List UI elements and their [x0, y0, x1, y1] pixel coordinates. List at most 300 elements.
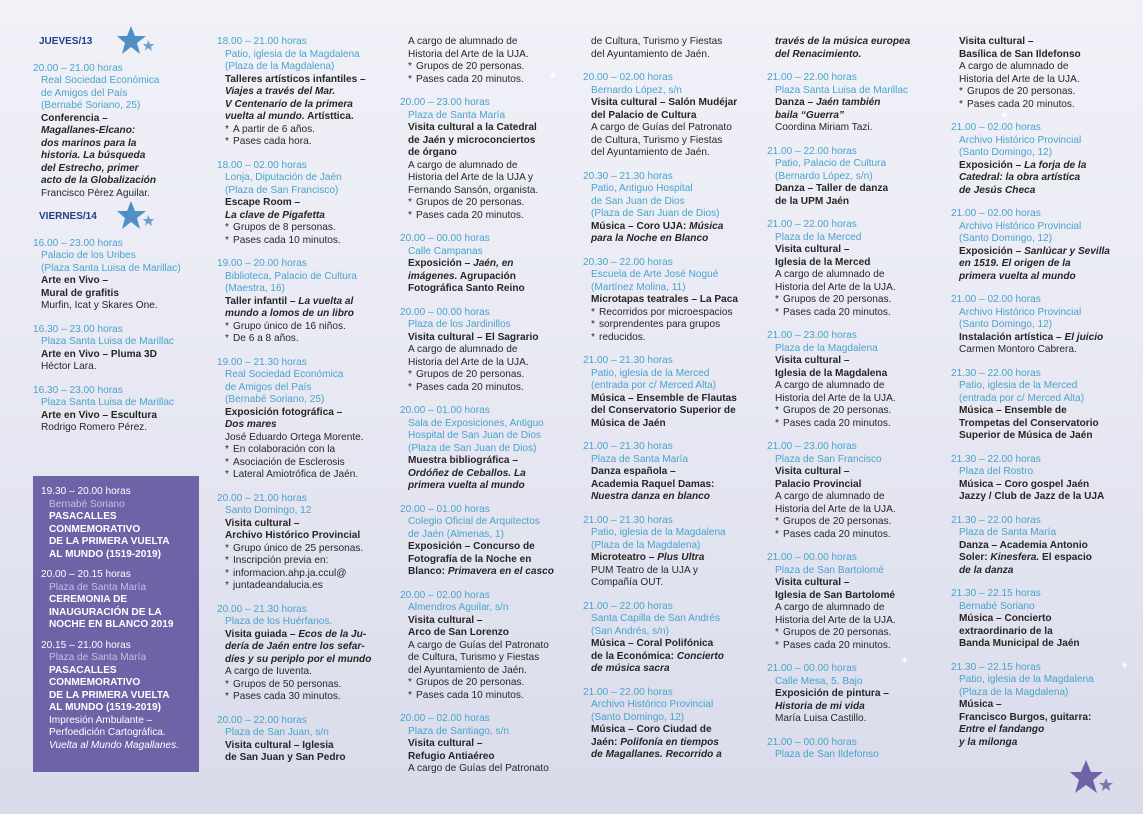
event-note: * Pases cada 20 minutos. — [767, 529, 939, 542]
event-title: Exposición fotográfica – — [225, 406, 343, 418]
event-time: 20.00 – 01.00 horas — [400, 405, 490, 416]
highlight-event — [41, 640, 193, 753]
event-note: * A partir de 6 años. — [217, 124, 383, 137]
event-time: 21.30 – 22.00 horas — [951, 514, 1041, 526]
event-venue: Archivo Histórico Provincial — [959, 134, 1082, 146]
event-description: Historia del Arte de la UJA. — [775, 281, 896, 293]
event-title: Talleres artísticos infantiles – — [225, 73, 366, 85]
event-item — [951, 122, 1131, 197]
event-description: A cargo de Iuventa. — [225, 666, 312, 677]
event-note: * Grupos de 20 personas. — [400, 369, 570, 382]
event-venue: Bernabé Soriano — [49, 498, 125, 510]
event-description: del Ayuntamiento de Jaén. — [408, 664, 527, 676]
event-description: Compañía OUT. — [591, 577, 664, 588]
event-venue: Plaza de los Huérfanos. — [225, 616, 333, 627]
event-note: * Pases cada 20 minutos. — [400, 210, 570, 223]
event-description: A cargo de alumnado de — [775, 602, 885, 613]
event-note: * Grupos de 20 personas. — [767, 294, 939, 307]
event-title: Dos mares — [225, 419, 277, 430]
event-venue: (Plaza de San Juan de Dios) — [591, 208, 720, 219]
event-time: 20.00 – 00.00 horas — [400, 233, 490, 244]
event-title: de la Económica: Concierto — [591, 650, 724, 662]
event-venue: Real Sociedad Económica — [41, 75, 160, 86]
event-venue: (San Andrés, s/n) — [591, 625, 669, 637]
event-item — [951, 454, 1131, 504]
event-item — [767, 146, 939, 209]
event-title: de Jaén y microconciertos — [408, 134, 536, 146]
event-time: 21.00 – 02.00 horas — [951, 208, 1041, 219]
event-venue: Patio, Antiguo Hospital — [591, 183, 693, 194]
event-venue: Santo Domingo, 12 — [225, 505, 312, 516]
event-time: 21.00 – 21.30 horas — [583, 514, 673, 526]
event-title: Fotográfica Santo Reino — [408, 283, 525, 294]
event-time: 18.00 – 21.00 horas — [217, 36, 307, 47]
event-title: de música sacra — [591, 663, 670, 674]
event-title: AL MUNDO (1519-2019) — [49, 548, 162, 560]
column-6 — [951, 36, 1131, 760]
event-item — [583, 72, 753, 160]
event-time: 20.15 – 21.00 horas — [41, 639, 131, 651]
event-title: Danza – Taller de danza — [775, 183, 889, 194]
event-venue: Lonja, Diputación de Jaén — [225, 172, 342, 183]
event-title: Exposición – Sanlúcar y Sevilla — [959, 245, 1110, 257]
event-item — [217, 604, 383, 704]
event-description: Historia del Arte de la UJA. — [959, 73, 1080, 85]
event-description: Murfin, Icat y Skares One. — [41, 300, 158, 311]
event-note: * Pases cada 20 minutos. — [400, 74, 570, 87]
event-venue: Palacio de los Uribes — [41, 250, 136, 261]
event-note: * Grupos de 20 personas. — [767, 627, 939, 640]
event-list — [217, 36, 383, 765]
event-item — [951, 588, 1131, 651]
event-item — [583, 687, 753, 762]
event-item — [33, 63, 201, 201]
event-description: Fernando Sansón, organista. — [408, 184, 539, 196]
event-note: * sorprendentes para grupos — [583, 319, 753, 332]
event-title: Refugio Antiaéreo — [408, 750, 495, 762]
event-title: V Centenario de la primera — [225, 98, 353, 110]
event-description: Vuelta al Mundo Magallanes. — [49, 739, 179, 751]
event-venue: (Santo Domingo, 12) — [959, 147, 1053, 158]
day-heading-thursday: JUEVES/13 — [39, 36, 201, 49]
event-venue: (Martínez Molina, 11) — [591, 281, 686, 293]
event-time: 19.00 – 20.00 horas — [217, 258, 307, 269]
event-note: * Pases cada 20 minutos. — [767, 307, 939, 320]
event-venue: Plaza de Santa María — [49, 652, 147, 663]
event-title: Academia Raquel Damas: — [591, 478, 715, 490]
event-title: de San Juan y San Pedro — [225, 752, 346, 763]
event-title: Música – Coro Ciudad de — [591, 724, 712, 735]
event-time: 21.00 – 02.00 horas — [951, 122, 1041, 133]
event-title: de la UPM Jaén — [775, 195, 850, 207]
event-title: Entre el fandango — [959, 724, 1045, 735]
highlight-box — [33, 476, 199, 772]
event-item — [583, 36, 753, 61]
event-description: Historia del Arte de la UJA. — [775, 614, 896, 626]
event-note: * De 6 a 8 años. — [217, 333, 383, 346]
event-venue: Bernardo López, s/n — [591, 84, 682, 96]
event-title: Francisco Burgos, guitarra: — [959, 711, 1092, 723]
event-time: 21.00 – 02.00 horas — [951, 294, 1041, 305]
event-time: 21.00 – 21.30 horas — [583, 355, 673, 366]
event-time: 21.00 – 22.00 horas — [583, 600, 673, 612]
event-venue: Colegio Oficial de Arquitectos — [408, 516, 540, 527]
event-description: A cargo de alumnado de — [775, 491, 885, 502]
event-title: Catedral: la obra artística — [959, 172, 1081, 183]
event-title: en 1519. El origen de la — [959, 258, 1071, 269]
event-title: mundo a lomos de un libro — [225, 308, 354, 319]
event-item — [767, 441, 939, 541]
event-venue: Escuela de Arte José Nogué — [591, 269, 719, 280]
event-description: Historia del Arte de la UJA. — [775, 392, 896, 404]
event-note: * Grupos de 8 personas. — [217, 222, 383, 235]
event-note: * Grupos de 50 personas. — [217, 679, 383, 692]
event-time: 21.00 – 23.00 horas — [767, 330, 857, 341]
day-heading-friday — [39, 211, 201, 224]
event-note: * Recorridos por microespacios — [583, 307, 753, 320]
event-title: Iglesia de la Merced — [775, 256, 871, 268]
event-time: 19.00 – 21.30 horas — [217, 356, 307, 368]
event-description: Historia del Arte de la UJA. — [408, 356, 529, 368]
event-description: del Ayuntamiento de Jaén. — [591, 147, 710, 158]
event-list — [400, 36, 570, 776]
event-title: PASACALLES — [49, 511, 117, 522]
event-item — [951, 294, 1131, 357]
event-time: 20.00 – 01.00 horas — [400, 503, 490, 515]
event-item — [400, 590, 570, 703]
event-title: acto de la Globalización — [41, 175, 156, 186]
event-time: 20.00 – 21.00 horas — [33, 62, 123, 74]
event-title: primera vuelta al mundo — [959, 270, 1076, 282]
event-item — [217, 258, 383, 346]
event-description: Historia del Arte de la UJA. — [408, 48, 529, 60]
event-note: * reducidos. — [583, 332, 753, 345]
event-time: 21.30 – 22.00 horas — [951, 453, 1041, 465]
highlight-event — [41, 569, 193, 632]
event-title: Trompetas del Conservatorio — [959, 417, 1099, 429]
event-venue: (Maestra, 16) — [225, 283, 286, 294]
event-time: 21.00 – 22.00 horas — [767, 72, 857, 83]
column-1 — [33, 36, 201, 446]
event-title: Visita cultural – — [775, 355, 850, 366]
event-venue: Sala de Exposiciones, Antiguo — [408, 417, 544, 429]
event-venue: Almendros Aguilar, s/n — [408, 602, 509, 613]
event-venue: (Plaza de la Magdalena) — [959, 686, 1069, 698]
event-title: Música – Coro UJA: Música — [591, 220, 724, 232]
event-title: Archivo Histórico Provincial — [225, 530, 361, 541]
star-icon — [117, 24, 157, 58]
event-time: 20.00 – 20.15 horas — [41, 569, 131, 580]
event-item — [33, 324, 201, 374]
event-venue: (Santo Domingo, 12) — [959, 233, 1053, 244]
event-title: Música de Jaén — [591, 417, 666, 429]
event-note: * Grupo único de 16 niños. — [217, 321, 383, 334]
event-description: Héctor Lara. — [41, 361, 97, 372]
event-time: 21.00 – 00.00 horas — [767, 663, 857, 674]
event-item — [767, 330, 939, 430]
event-item — [951, 515, 1131, 578]
event-title: de la danza — [959, 564, 1014, 576]
event-time: 20.00 – 23.00 horas — [400, 97, 490, 108]
event-venue: Patio, iglesia de la Magdalena — [225, 48, 360, 60]
event-item — [583, 257, 753, 345]
event-title: Visita cultural – — [959, 36, 1034, 47]
event-title: AL MUNDO (1519-2019) — [49, 702, 162, 713]
event-description: PUM Teatro de la UJA y — [591, 564, 698, 576]
event-time: 16.30 – 23.00 horas — [33, 323, 123, 335]
event-title: Jaén: Polifonía en tiempos — [591, 736, 719, 748]
event-venue: Archivo Histórico Provincial — [959, 220, 1082, 232]
event-time: 20.00 – 02.00 horas — [583, 72, 673, 83]
event-venue: Calle Mesa, 5. Bajo — [775, 675, 863, 687]
event-venue: Plaza de San Ildefonso — [775, 749, 879, 760]
event-venue: Calle Campanas — [408, 245, 483, 257]
event-title: Visita cultural – — [225, 517, 300, 529]
event-time: 20.30 – 21.30 horas — [583, 170, 673, 182]
event-note: * Pases cada 20 minutos. — [767, 640, 939, 653]
event-title: dería de Jaén entre los sefar- — [225, 641, 365, 652]
event-title: Historia de mi vida — [775, 700, 865, 712]
event-title: dos marinos para la — [41, 137, 137, 149]
event-title: Música – Ensemble de — [959, 405, 1067, 416]
event-time: 20.00 – 21.30 horas — [217, 603, 307, 615]
event-title: de órgano — [408, 147, 457, 158]
event-note: * Pases cada 20 minutos. — [767, 418, 939, 431]
event-title: Iglesia de la Magdalena — [775, 367, 888, 379]
event-item — [767, 552, 939, 652]
event-item — [951, 36, 1131, 111]
event-item — [583, 515, 753, 590]
event-title: Danza – Jaén también — [775, 97, 881, 108]
event-item — [217, 36, 383, 149]
event-title: Arte en Vivo – Pluma 3D — [41, 348, 157, 360]
event-venue: (Plaza de San Francisco) — [225, 184, 339, 196]
sparkle-icon: ✦ — [1000, 110, 1010, 122]
event-item — [767, 72, 939, 135]
event-venue: de Amigos del País — [225, 381, 312, 393]
event-description: Historia del Arte de la UJA y — [408, 172, 534, 183]
event-title: del Estrecho, primer — [41, 162, 139, 174]
event-title: Iglesia de San Bartolomé — [775, 589, 896, 601]
event-venue: (entrada por c/ Merced Alta) — [959, 392, 1085, 404]
event-list — [951, 36, 1131, 749]
event-item — [400, 713, 570, 776]
event-time: 18.00 – 02.00 horas — [217, 159, 307, 171]
event-venue: de Jaén (Almenas, 1) — [408, 528, 504, 540]
event-title: Visita cultural – El Sagrario — [408, 331, 539, 343]
event-description: A cargo de alumnado de — [408, 159, 518, 171]
event-title: para la Noche en Blanco — [591, 233, 709, 244]
event-note: * Grupos de 20 personas. — [400, 197, 570, 210]
event-venue: (Bernabé Soriano, 25) — [225, 394, 325, 405]
event-venue: de Amigos del País — [41, 87, 128, 99]
event-title: Exposición de pintura – — [775, 688, 889, 699]
event-item — [400, 405, 570, 493]
event-venue: Plaza de Santa María — [591, 453, 689, 465]
event-time: 21.30 – 22.15 horas — [951, 588, 1041, 599]
event-description: A cargo de Guías del Patronato — [408, 763, 549, 774]
event-title: Visita cultural – — [408, 738, 483, 749]
event-title: Música – — [959, 699, 1002, 710]
event-title: Mural de grafitis — [41, 287, 119, 299]
event-item — [400, 307, 570, 395]
event-item — [951, 368, 1131, 443]
event-time: 21.30 – 22.15 horas — [951, 661, 1041, 673]
event-description: de Cultura, Turismo y Fiestas — [591, 134, 723, 146]
event-venue: Archivo Histórico Provincial — [591, 699, 714, 710]
event-venue: Patio, iglesia de la Merced — [959, 380, 1078, 391]
event-item — [767, 36, 939, 61]
event-title: Conferencia – — [41, 112, 108, 124]
event-title: Viajes a través del Mar. — [225, 86, 336, 97]
highlight-event — [41, 486, 193, 561]
event-title: Exposición – Jaén, en — [408, 258, 514, 269]
event-list — [33, 63, 201, 435]
event-note: * Pases cada 10 minutos. — [400, 690, 570, 703]
event-venue: Patio, Palacio de Cultura — [775, 158, 887, 169]
event-note: * juntadeandalucia.es — [217, 580, 383, 593]
event-item — [400, 233, 570, 296]
event-venue: Plaza de Santa María — [408, 109, 506, 121]
event-item — [217, 160, 383, 248]
event-note: * Pases cada 10 minutos. — [217, 235, 383, 248]
event-title: Visita cultural – — [775, 244, 850, 255]
event-venue: (entrada por c/ Merced Alta) — [591, 380, 717, 391]
event-title: Basílica de San Ildefonso — [959, 48, 1081, 60]
event-item — [767, 737, 939, 762]
event-venue: Plaza de Santa María — [49, 581, 147, 593]
event-time: 21.30 – 22.00 horas — [951, 367, 1041, 379]
event-item — [583, 355, 753, 430]
event-title: Fotografía de la Noche en — [408, 553, 532, 565]
event-list — [767, 36, 939, 762]
event-item — [583, 171, 753, 246]
event-venue: (Plaza de San Juan de Dios) — [408, 442, 537, 454]
event-title: extraordinario de la — [959, 625, 1053, 637]
event-title: del Palacio de Cultura — [591, 109, 697, 121]
event-venue: (Bernabé Soriano, 25) — [41, 100, 141, 111]
event-time: 21.00 – 00.00 horas — [767, 736, 857, 748]
event-title: Microtapas teatrales – La Paca — [591, 294, 738, 305]
event-description: Impresión Ambulante – — [49, 714, 153, 726]
event-note: * Grupos de 20 personas. — [951, 86, 1131, 99]
event-title: Instalación artística – El juicio — [959, 331, 1104, 343]
event-title: DE LA PRIMERA VUELTA — [49, 689, 170, 701]
event-item — [583, 601, 753, 676]
event-description: A cargo de alumnado de — [775, 380, 885, 391]
event-note: * Inscripción previa en: — [217, 555, 383, 568]
event-title: y la milonga — [959, 736, 1018, 748]
event-venue: Plaza de los Jardinillos — [408, 319, 511, 330]
event-title: CONMEMORATIVO — [49, 677, 141, 688]
event-item — [217, 715, 383, 765]
event-venue: Plaza Santa Luisa de Marillac — [41, 397, 174, 408]
column-5 — [767, 36, 939, 773]
event-item — [217, 357, 383, 482]
event-description: Coordina Miriam Tazi. — [775, 122, 873, 133]
event-venue: (Bernardo López, s/n) — [775, 170, 873, 182]
event-time: 21.00 – 00.00 horas — [767, 552, 857, 563]
event-note: * Pases cada 20 minutos. — [400, 382, 570, 395]
event-note: * informacion.ahp.ja.ccul@ — [217, 568, 383, 581]
event-venue: de San Juan de Dios — [591, 195, 685, 207]
event-title: Visita cultural – Salón Mudéjar — [591, 97, 738, 108]
event-time: 20.00 – 00.00 horas — [400, 306, 490, 318]
event-description: A cargo de Guías del Patronato — [408, 639, 549, 651]
event-title: través de la música europea — [775, 36, 911, 47]
event-venue: (Plaza de la Magdalena) — [591, 539, 701, 551]
event-description: Perfoedición Cartográfica. — [49, 727, 166, 738]
event-item — [33, 385, 201, 435]
event-title: Blanco: Primavera en el casco — [408, 566, 554, 577]
star-icon — [117, 199, 157, 233]
event-title: Magallanes-Elcano: — [41, 125, 136, 136]
event-title: Soler: Kinesfera. El espacio — [959, 552, 1092, 563]
event-time: 21.00 – 22.00 horas — [583, 686, 673, 698]
event-time: 19.30 – 20.00 horas — [41, 486, 131, 497]
event-venue: Patio, iglesia de la Magdalena — [591, 527, 726, 538]
event-note: * Grupo único de 25 personas. — [217, 543, 383, 556]
event-description: Francisco Pérez Aguilar. — [41, 187, 150, 199]
event-venue: Plaza de San Francisco — [775, 453, 882, 465]
event-title: Superior de Música de Jaén — [959, 430, 1093, 441]
event-title: Exposición – La forja de la — [959, 159, 1087, 171]
event-note: * Grupos de 20 personas. — [767, 516, 939, 529]
event-time: 16.30 – 23.00 horas — [33, 384, 123, 396]
event-item — [583, 441, 753, 504]
event-venue: Patio, iglesia de la Magdalena — [959, 674, 1094, 685]
event-title: Música – Coral Polifónica — [591, 638, 714, 649]
event-note: * Grupos de 20 personas. — [767, 405, 939, 418]
event-note: * Pases cada hora. — [217, 136, 383, 149]
event-item — [951, 662, 1131, 750]
event-description: Rodrigo Romero Pérez. — [41, 422, 148, 433]
event-title: Ordóñez de Ceballos. La — [408, 467, 526, 479]
event-title: CEREMONIA DE — [49, 594, 128, 605]
event-title: NOCHE EN BLANCO 2019 — [49, 619, 174, 630]
event-title: Visita cultural – — [775, 466, 850, 477]
event-description: de Cultura, Turismo y Fiestas — [408, 652, 540, 663]
event-time: 20.00 – 21.00 horas — [217, 492, 307, 504]
star-icon — [1070, 758, 1116, 798]
event-title: Música – Coro gospel Jaén — [959, 478, 1090, 490]
event-item — [400, 36, 570, 86]
event-description: María Luisa Castillo. — [775, 713, 867, 724]
event-venue: Plaza Santa Luisa de Marillac — [41, 336, 174, 347]
event-title: de Jesús Checa — [959, 184, 1036, 196]
event-title: Nuestra danza en blanco — [591, 491, 710, 502]
event-time: 21.00 – 23.00 horas — [767, 441, 857, 452]
event-title: Palacio Provincial — [775, 478, 862, 490]
event-title: Visita cultural a la Catedral — [408, 122, 537, 133]
event-venue: Biblioteca, Palacio de Cultura — [225, 270, 357, 282]
event-title: imágenes. Agrupación — [408, 270, 516, 282]
event-note: * Asociación de Esclerosis — [217, 457, 383, 470]
event-time: 20.00 – 02.00 horas — [400, 713, 490, 724]
event-title: vuelta al mundo. Artísttica. — [225, 111, 354, 122]
sparkle-icon: ✦ — [1120, 660, 1130, 672]
event-title: Visita cultural – — [775, 577, 850, 588]
event-description: José Eduardo Ortega Morente. — [225, 431, 364, 443]
event-title: Arco de San Lorenzo — [408, 627, 509, 638]
event-title: historia. La búsqueda — [41, 150, 146, 161]
column-4 — [583, 36, 753, 773]
event-description: A cargo de Guías del Patronato — [591, 122, 732, 133]
event-venue: Plaza del Rostro — [959, 466, 1034, 477]
column-3 — [400, 36, 570, 787]
event-title: Muestra bibliográfica – — [408, 455, 518, 466]
event-title: Música – Concierto — [959, 613, 1052, 624]
